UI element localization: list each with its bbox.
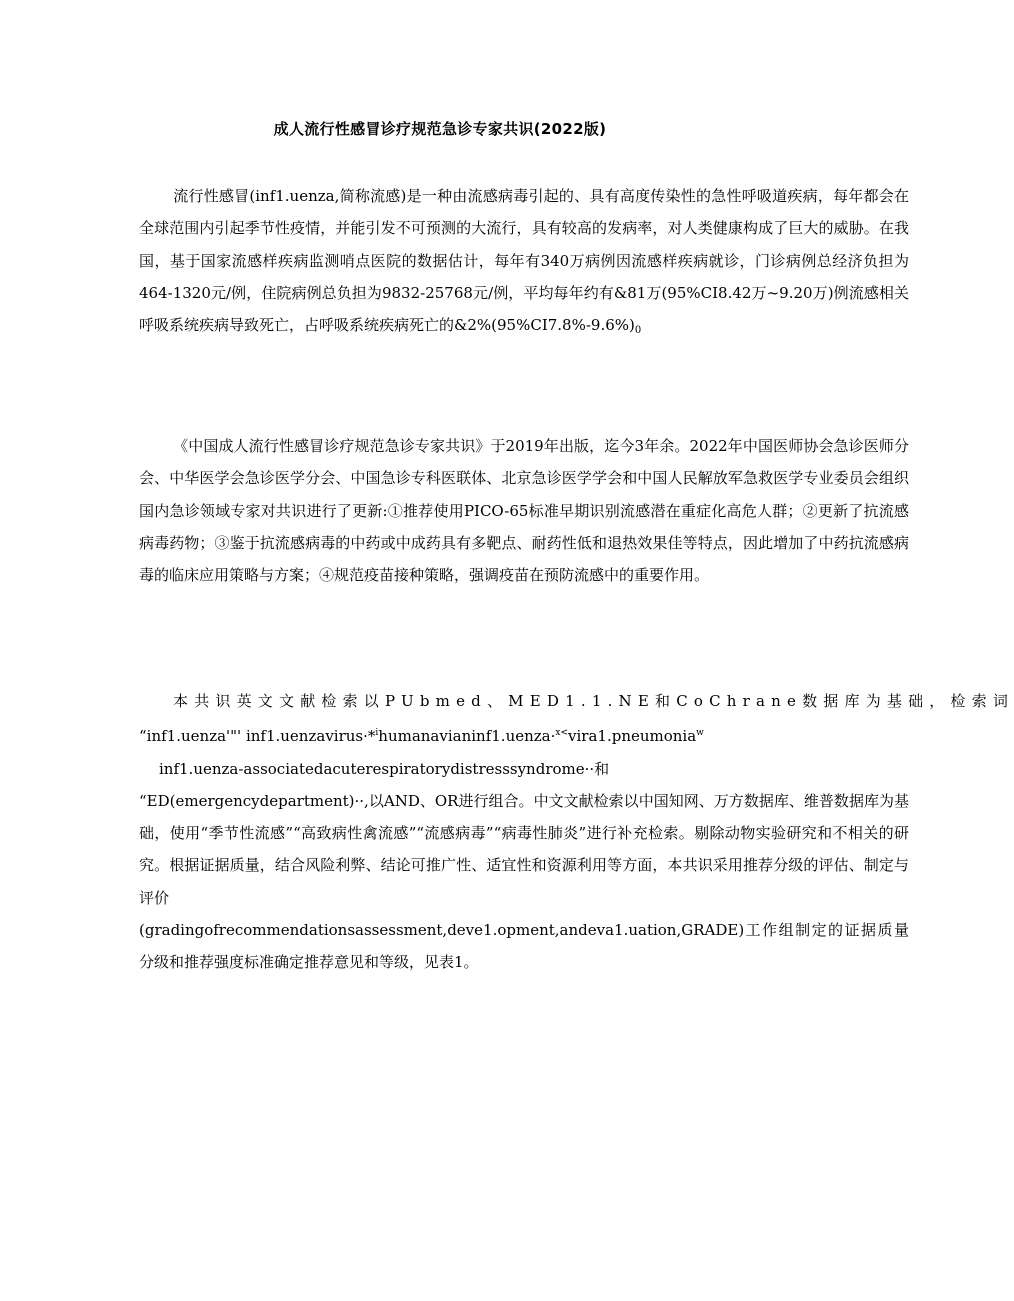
paragraph-intro-text: 流行性感冒(inf1.uenza,简称流感)是一种由流感病毒引起的、具有高度传染性的急性呼吸道疾病，每年都会在全球范围内引起季节性疫情，并能引发不可预测的大流行，具有较高的发病率，对人类健康构成了巨大的威胁。在我国，基于国家流感样疾病监测哨点医院的数据估计，每年有340万病例因流感样疾病就诊，门诊病例总经济负担为464-1320元/例，住院病例总负担为9832-25768元/例，平均每年约有&81万(95%CI8.42万~9.20万)例流感相关呼吸系统疾病导致死亡，占呼吸系统疾病死亡的&2%(95%CI7.8%-9.6%)	[139, 187, 909, 335]
methods-line-1-text: 本共识英文文献检索以PUbmed、MED1.1.NE和CoChrane数据库为基础，检索词	[173, 692, 1014, 710]
trailing-mark: 0	[634, 325, 642, 337]
paragraph-methods	[139, 685, 1014, 979]
keyword-viral-pneumonia: vira1.pneumonia	[568, 727, 697, 746]
document-title: 成人流行性感冒诊疗规范急诊专家共识(2022版)	[273, 120, 607, 138]
keyword-influenza: “inf1.uenza'"' inf1.uenzavirus·*	[139, 727, 376, 746]
paragraph-update	[139, 430, 909, 591]
methods-line-4-text: “ED(emergencydepartment)··,以AND、OR进行组合。中文文献检索以中国知网、万方数据库、维普数据库为基础，使用“季节性流感”“高致病性禽流感”“流感病毒”“病毒性肺炎”进行补充检索。剔除动物实验研究和不相关的研究。根据证据质量，结合风险利弊、结论可推广性、适宜性和资源利用等方面，本共识采用推荐分级的评估、制定与评价	[139, 791, 909, 907]
paragraph-intro	[139, 180, 909, 347]
methods-grade-text: (gradingofrecommendationsassessment,deve1.opment,andeva1.uation,GRADE)工作组制定的证据质量分级和推荐强度标准确定推荐意见和等级，见表1。	[139, 921, 909, 972]
methods-line-2	[139, 717, 909, 752]
methods-line-3	[139, 753, 909, 785]
methods-line-1	[139, 685, 1014, 717]
keyword-mark: x<	[555, 728, 569, 739]
keyword-avian: humanavianinf1.uenza·	[378, 727, 556, 746]
keyword-ards: inf1.uenza-associatedacuterespiratorydistresssyndrome··和	[159, 759, 610, 778]
paragraph-update-text: 《中国成人流行性感冒诊疗规范急诊专家共识》于2019年出版，迄今3年余。2022年中国医师协会急诊医师分会、中华医学会急诊医学分会、中国急诊专科医联体、北京急诊医学学会和中国人民解放军急救医学专业委员会组织国内急诊领域专家对共识进行了更新:①推荐使用PICO-65标准早期识别流感潜在重症化高危人群；②更新了抗流感病毒药物；③鉴于抗流感病毒的中药或中成药具有多靶点、耐药性低和退热效果佳等特点，因此增加了中药抗流感病毒的临床应用策略与方案；④规范疫苗接种策略，强调疫苗在预防流感中的重要作用。	[139, 437, 909, 585]
keyword-mark: w	[696, 728, 704, 739]
keyword-mark: i	[375, 728, 379, 739]
